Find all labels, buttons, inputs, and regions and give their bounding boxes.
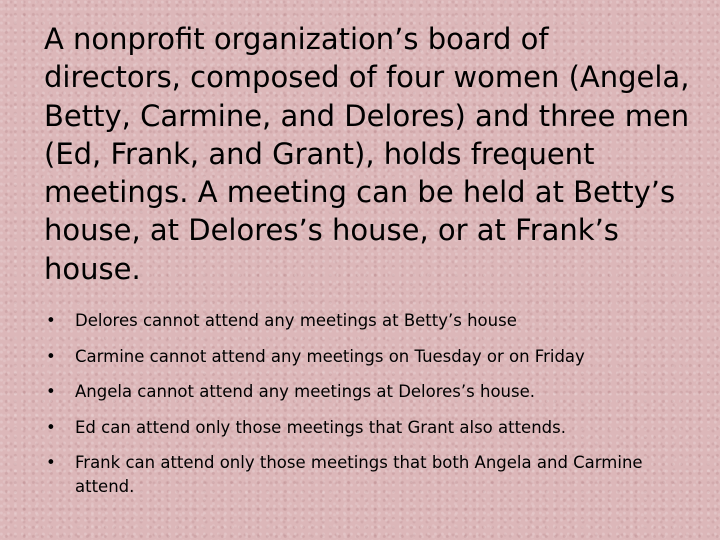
- list-item: [46, 345, 696, 369]
- list-item: [46, 380, 696, 404]
- bullet-icon: •: [46, 311, 56, 330]
- problem-statement: A nonprofit organization’s board of directors, composed of four women (Angela, Betty, Carmine, and Delores) and three men (Ed, Frank, and Grant), holds frequent meetings. A meeting can be held at Betty’s house, at Delores’s house, or at Frank’s house.: [44, 22, 690, 286]
- bullet-icon: •: [46, 382, 56, 401]
- condition-text: Frank can attend only those meetings that both Angela and Carmine attend.: [75, 453, 643, 496]
- condition-text: Angela cannot attend any meetings at Delores’s house.: [75, 382, 535, 401]
- bullet-icon: •: [46, 346, 56, 366]
- condition-text: Ed can attend only those meetings that Grant also attends.: [75, 417, 566, 437]
- condition-text: Carmine cannot attend any meetings on Tuesday or on Friday: [75, 346, 585, 366]
- bullet-icon: •: [46, 417, 56, 437]
- conditions-list: [46, 309, 696, 511]
- condition-text: Delores cannot attend any meetings at Betty’s house: [75, 311, 517, 330]
- list-item: [46, 416, 696, 440]
- list-item: [46, 309, 696, 333]
- bullet-icon: •: [46, 453, 56, 472]
- list-item: [46, 451, 696, 499]
